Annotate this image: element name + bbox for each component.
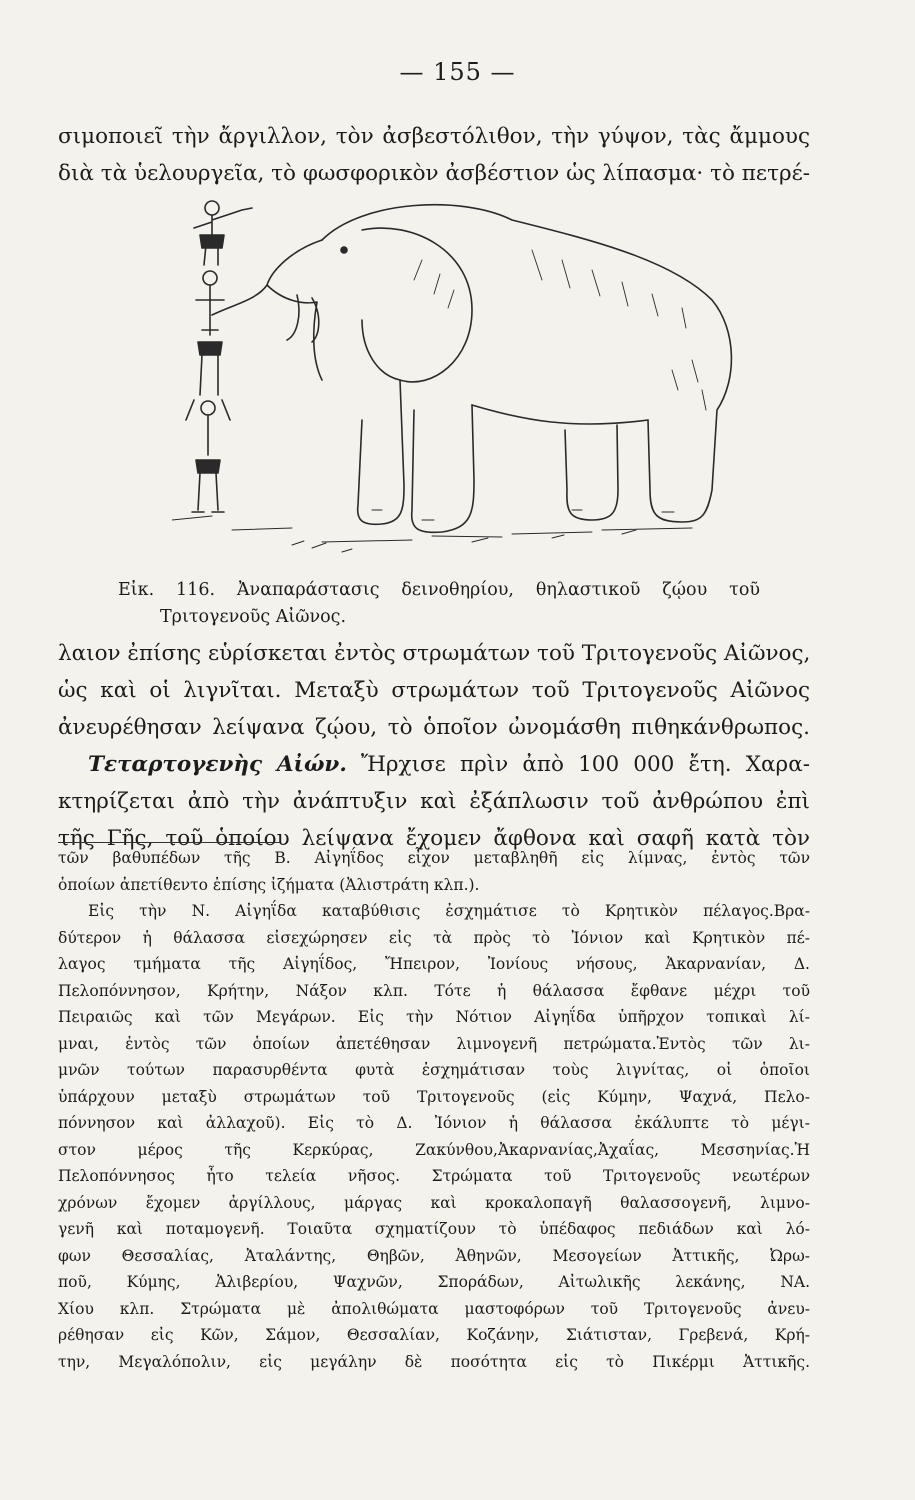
main-paragraph xyxy=(58,635,810,857)
text-line: ὡς καὶ οἱ λιγνῖται. Μεταξὺ στρωμάτων τοῦ Τριτογενοῦς Αἰῶνος xyxy=(58,678,810,703)
footnote-line: τῶν βαθυπέδων τῆς Β. Αἰγηΐδος εἶχον μεταβληθῆ εἰς λίμνας, ἐντὸς τῶν xyxy=(58,849,810,867)
text-line: λαιον ἐπίσης εὑρίσκεται ἐντὸς στρωμάτων τοῦ Τριτογενοῦς Αἰῶνος, xyxy=(58,641,810,666)
text-line: ἀνευρέθησαν λείψανα ζῴου, τὸ ὁποῖον ὠνομάσθη πιθηκάνθρωπος. xyxy=(58,715,810,740)
figure-illustration xyxy=(172,190,752,570)
text-line: κτηρίζεται ἀπὸ τὴν ἀνάπτυξιν καὶ ἐξάπλωσιν τοῦ ἀνθρώπου ἐπὶ xyxy=(58,789,810,814)
section-heading-line xyxy=(58,746,810,783)
footnote-line: μναι, ἐντὸς τῶν ὁποίων ἀπετέθησαν λιμνογενῆ πετρώματα.Ἐντὸς τῶν λι- xyxy=(58,1034,810,1053)
footnote-divider xyxy=(58,842,280,843)
footnote-line: Εἰς τὴν Ν. Αἰγηΐδα καταβύθισις ἐσχημάτισε τὸ Κρητικὸν πέλαγος.Βρα- xyxy=(88,902,810,920)
footnote-line: Πελοπόννησος ἦτο τελεία νῆσος. Στρώματα τοῦ Τριτογενοῦς νεωτέρων xyxy=(58,1167,810,1185)
deinotherium-and-acrobats-illustration xyxy=(172,190,752,570)
footnote-line: πόννησον καὶ ἀλλαχοῦ). Εἰς τὸ Δ. Ἰόνιον ἡ θάλασσα ἐκάλυπτε τὸ μέγι- xyxy=(58,1114,810,1132)
footnote-line: χρόνων ἔχομεν ἀργίλλους, μάργας καὶ κροκαλοπαγῆ θαλασσογενῆ, λιμνο- xyxy=(58,1193,810,1212)
footnote-line: Πελοπόννησον, Κρήτην, Νάξον κλπ. Τότε ἡ θάλασσα ἔφθανε μέχρι τοῦ xyxy=(58,981,810,1000)
footnote-block xyxy=(58,845,810,1375)
page-number: — 155 — xyxy=(399,58,516,86)
figure-caption-line: Τριτογενοῦς Αἰῶνος. xyxy=(160,607,347,627)
footnote-line: Πειραιῶς καὶ τῶν Μεγάρων. Εἰς τὴν Νότιον Αἰγηΐδα ὑπῆρχον τοπικαὶ λί- xyxy=(58,1008,810,1026)
footnote-line: φων Θεσσαλίας, Ἀταλάντης, Θηβῶν, Ἀθηνῶν, Μεσογείων Ἀττικῆς, Ὠρω- xyxy=(58,1246,810,1265)
text-line: τῆς Γῆς, τοῦ ὁποίου λείψανα ἔχομεν ἄφθονα καὶ σαφῆ κατὰ τὸν xyxy=(58,826,810,851)
footnote-line: ποῦ, Κύμης, Ἀλιβερίου, Ψαχνῶν, Σποράδων, Αἰτωλικῆς λεκάνης, ΝΑ. xyxy=(58,1273,810,1291)
footnote-line: μνῶν τούτων παρασυρθέντα φυτὰ ἐσχημάτισαν τοὺς λιγνίτας, οἱ ὁποῖοι xyxy=(58,1061,810,1079)
section-heading: Τεταρτογενὴς Αἰών. xyxy=(88,752,347,777)
footnote-line: ὁποίων ἀπετίθεντο ἐπίσης ἰζήματα (Ἀλιστράτη κλπ.). xyxy=(58,875,480,894)
intro-paragraph xyxy=(58,118,810,192)
footnote-line: ὑπάρχουν μεταξὺ στρωμάτων τοῦ Τριτογενοῦς (εἰς Κύμην, Ψαχνά, Πελο- xyxy=(58,1087,810,1106)
footnote-line: στον μέρος τῆς Κερκύρας, Ζακύνθου,Ἀκαρνανίας,Ἀχαΐας, Μεσσηνίας.Ἡ xyxy=(58,1140,810,1159)
text-line: σιμοποιεῖ τὴν ἄργιλλον, τὸν ἀσβεστόλιθον, τὴν γύψον, τὰς ἄμμους xyxy=(58,124,810,149)
figure-caption-line: Εἰκ. 116. Ἀναπαράστασις δεινοθηρίου, θηλαστικοῦ ζῴου τοῦ xyxy=(118,580,760,600)
text-line: διὰ τὰ ὑελουργεῖα, τὸ φωσφορικὸν ἀσβέστιον ὡς λίπασμα· τὸ πετρέ- xyxy=(58,161,810,186)
footnote-line: ρέθησαν εἰς Κῶν, Σάμον, Θεσσαλίαν, Κοζάνην, Σιάτισταν, Γρεβενά, Κρή- xyxy=(58,1326,810,1344)
footnote-line: Χίου κλπ. Στρώματα μὲ ἀπολιθώματα μαστοφόρων τοῦ Τριτογενοῦς ἀνευ- xyxy=(58,1299,810,1318)
footnote-line: λαγος τμήματα τῆς Αἰγηΐδος, Ἤπειρον, Ἰονίους νήσους, Ἀκαρνανίαν, Δ. xyxy=(58,955,810,973)
heading-text: Ἤρχισε πρὶν ἀπὸ 100 000 ἔτη. Χαρα- xyxy=(346,752,810,777)
footnote-line: την, Μεγαλόπολιν, εἰς μεγάλην δὲ ποσότητα εἰς τὸ Πικέρμι Ἀττικῆς. xyxy=(58,1352,810,1371)
footnote-line: δύτερον ἡ θάλασσα εἰσεχώρησεν εἰς τὰ πρὸς τὸ Ἰόνιον καὶ Κρητικὸν πέ- xyxy=(58,928,810,947)
footnote-line: γενῆ καὶ ποταμογενῆ. Τοιαῦτα σχηματίζουν τὸ ὑπέδαφος πεδιάδων καὶ λό- xyxy=(58,1220,810,1238)
